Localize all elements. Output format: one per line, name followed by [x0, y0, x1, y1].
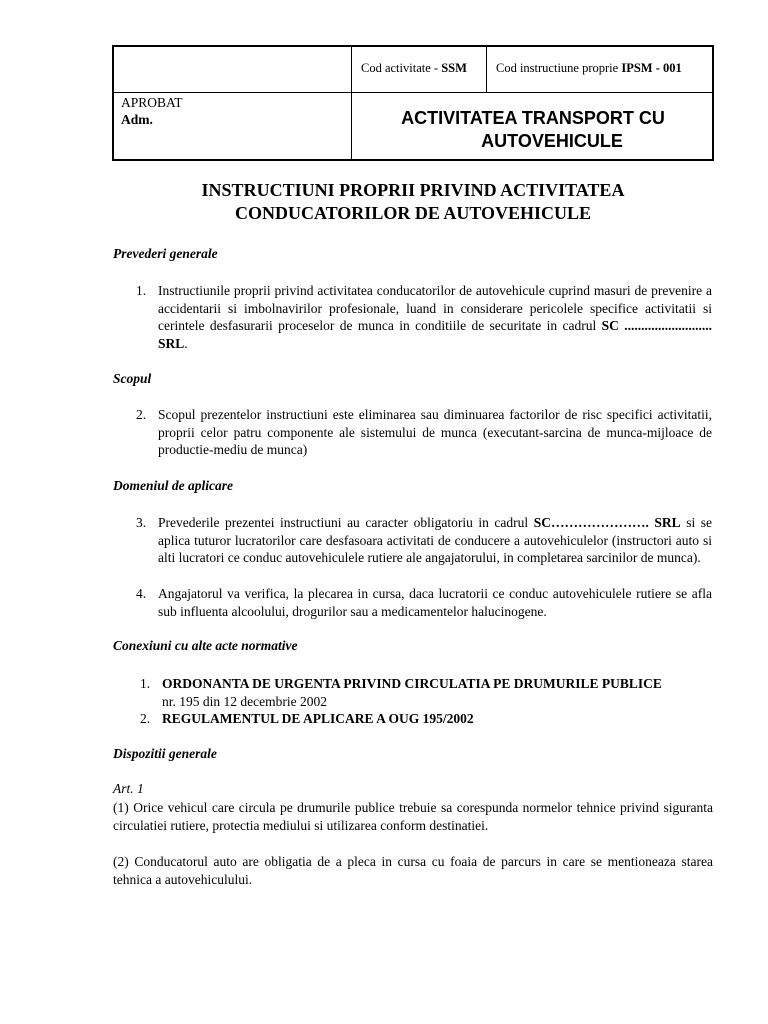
list-item [162, 675, 662, 710]
article-paragraph: (2) Conducatorul auto are obligatia de a pleca in cursa cu foaia de parcurs in care se mentioneaza starea tehnica a autovehiculului. [113, 854, 713, 887]
aprobat-label: APROBAT [121, 95, 183, 110]
list-item [162, 710, 662, 728]
section-heading: Prevederi generale [113, 246, 218, 261]
header-divider [486, 47, 487, 92]
approval-block [121, 94, 183, 128]
cod-activitate-value: SSM [441, 61, 467, 75]
article-label: Art. 1 [113, 781, 144, 796]
item-bold: ORDONANTA DE URGENTA PRIVIND CIRCULATIA PE DRUMURILE PUBLICE [162, 676, 662, 691]
item-text: Instructiunile proprii privind activitatea conducatorilor de autovehicule cuprind masuri de prevenire a accidentarii si imbolnavirilor profesionale, luand in considerare pericolele specifice activitatii si cerintele desfasurarii proceselor de munca in conditiile de securitate in cadrul [158, 283, 712, 333]
article-paragraph: (1) Orice vehicul care circula pe drumurile publice trebuie sa corespunda normelor tehnice privind siguranta circulatiei rutiere, protectia mediului si utilizarea conform destinatiei. [113, 800, 713, 833]
list-number: 1. [136, 283, 147, 298]
item-bold: SC .......................... SRL [158, 318, 712, 351]
list-item [158, 282, 712, 352]
activity-title-line1: ACTIVITATEA TRANSPORT CU [401, 108, 665, 128]
cod-instructiune [496, 61, 682, 76]
header-table [112, 45, 714, 161]
item-text: nr. 195 din 12 decembrie 2002 [162, 693, 327, 709]
header-divider [114, 92, 712, 93]
list-item: Angajatorul va verifica, la plecarea in cursa, daca lucratorii ce conduc autovehiculele rutiere se afla sub influenta alcoolului, drogurilor sau a medicamentelor halucinogene. [158, 586, 712, 619]
item-bold: REGULAMENTUL DE APLICARE A OUG 195/2002 [162, 711, 474, 726]
section-heading: Scopul [113, 371, 152, 386]
activity-title [352, 107, 714, 153]
cod-activitate-label: Cod activitate - [361, 61, 442, 75]
list-item [158, 514, 712, 567]
page-title [112, 179, 714, 225]
page-title-line1: INSTRUCTIUNI PROPRII PRIVIND ACTIVITATEA [201, 180, 625, 200]
section-heading: Domeniul de aplicare [113, 478, 233, 493]
list-number: 1. [140, 676, 151, 691]
item-bold: SC…………………. SRL [533, 515, 681, 530]
cod-instructiune-value: IPSM - 001 [621, 61, 682, 75]
list-number: 2. [136, 407, 147, 422]
page-title-line2: CONDUCATORILOR DE AUTOVEHICULE [234, 203, 592, 223]
section-heading: Conexiuni cu alte acte normative [113, 638, 298, 653]
list-number: 3. [136, 515, 147, 530]
cod-instructiune-label: Cod instructiune proprie [496, 61, 622, 75]
section-heading: Dispozitii generale [113, 746, 217, 761]
cod-activitate [361, 61, 467, 76]
item-text: si se aplica tuturor lucratorilor care desfasoara activitati de conducere a autovehiculelor (instructori auto si alti lucratori ce conduc autovehiculele rutiere ale angajatorului, in completarea sarcinilor de munca). [158, 515, 713, 565]
activity-title-line2: AUTOVEHICULE [481, 131, 623, 151]
list-number: 4. [136, 586, 147, 601]
item-text: . [184, 335, 188, 351]
list-item: Scopul prezentelor instructiuni este eliminarea sau diminuarea factorilor de risc specifici activitatii, proprii celor patru componente ale sistemului de munca (executant-sarcina de munca-mijloace de productie-mediu de munca) [158, 407, 712, 457]
item-text: Prevederile prezentei instructiuni au caracter obligatoriu in cadrul [158, 515, 534, 530]
list-number: 2. [140, 711, 151, 726]
adm-label: Adm. [121, 112, 153, 127]
